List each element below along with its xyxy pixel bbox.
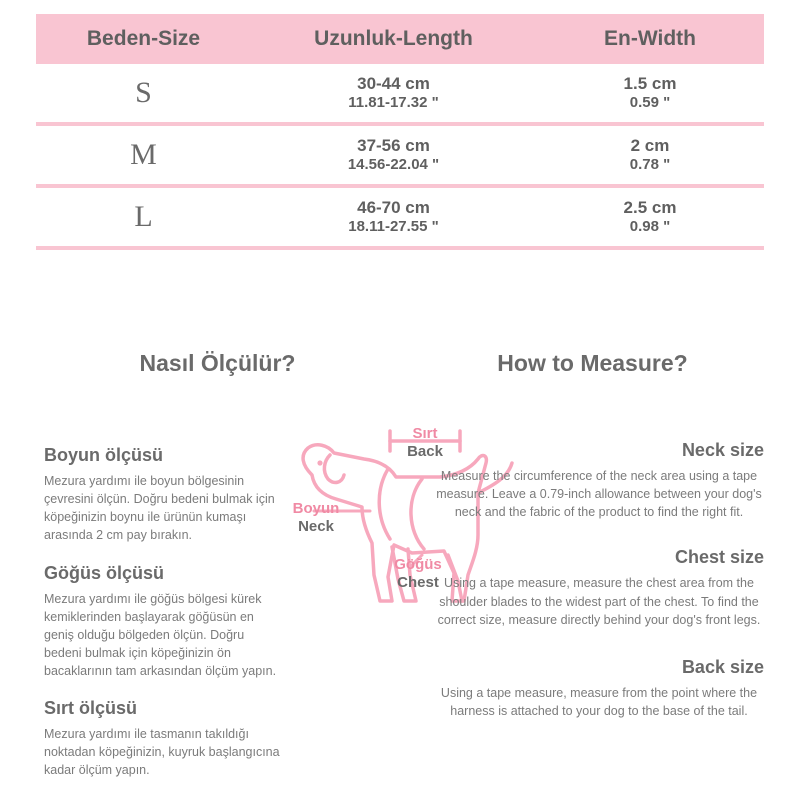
table-header-row	[36, 14, 764, 64]
instruction-title: Chest size	[674, 547, 764, 568]
size-table	[36, 14, 764, 250]
instruction-title: Neck size	[681, 440, 764, 460]
heading-turkish: Nasıl Ölçülür?	[139, 350, 296, 376]
instruction-block-neck-tr	[44, 445, 284, 545]
instruction-body: Mezura yardımı ile tasmanın takıldığı noktadan köpeğinizin, kuyruk başlangıcına kadar ölçüm yapın.	[44, 727, 280, 778]
instruction-block-chest-en	[434, 547, 764, 628]
instruction-body: Measure the circumference of the neck area using a tape measure. Leave a 0.79-inch allowance between your dog's neck and the fabric of the product to find the right fit.	[436, 469, 762, 520]
cell-width	[536, 197, 764, 237]
label-neck-tr: Boyun	[292, 500, 340, 517]
cell-length	[251, 73, 536, 113]
cell-length	[251, 197, 536, 237]
english-instructions	[434, 440, 764, 738]
cell-size: M	[130, 138, 157, 171]
cell-width-cm: 2.5 cm	[623, 198, 677, 217]
label-chest-tr: Göğüs	[394, 556, 442, 573]
measure-headings	[0, 350, 800, 377]
heading-english: How to Measure?	[497, 350, 688, 376]
table-header-width: En-Width	[604, 27, 696, 50]
cell-width	[536, 73, 764, 113]
instruction-block-back-en	[434, 657, 764, 720]
table-row	[36, 126, 764, 188]
instruction-body: Using a tape measure, measure the chest area from the shoulder blades to the widest part of the chest. To find the correct size, measure directly behind your dog's front legs.	[437, 576, 761, 627]
instruction-title: Göğüs ölçüsü	[44, 562, 165, 583]
cell-size: S	[135, 76, 152, 109]
instruction-block-chest-tr	[44, 563, 284, 681]
cell-length	[251, 135, 536, 175]
label-chest-en: Chest	[397, 574, 439, 591]
cell-width-in: 0.78 "	[629, 156, 671, 174]
instruction-title: Boyun ölçüsü	[44, 445, 164, 465]
cell-width	[536, 135, 764, 175]
table-header-size: Beden-Size	[86, 27, 201, 50]
instruction-body: Mezura yardımı ile göğüs bölgesi kürek kemiklerinden başlayarak göğüsün en geniş olduğu bölgeden ölçün. Doğru bedeni bulmak için köpeğinizin ön bacaklarının tam arkasından ölçüm yapın.	[44, 591, 277, 678]
label-back-tr: Sırt	[412, 425, 438, 442]
table-row	[36, 64, 764, 126]
instruction-body: Mezura yardımı ile boyun bölgesinin çevresini ölçün. Doğru bedeni bulmak için köpeğinizin boynu ile ürünün kumaşı arasında 2 cm pay bırakın.	[44, 474, 275, 543]
label-back-en: Back	[407, 443, 443, 460]
cell-width-cm: 2 cm	[630, 136, 670, 155]
table-header-length: Uzunluk-Length	[314, 27, 473, 50]
cell-length-cm: 46-70 cm	[357, 198, 430, 217]
cell-width-in: 0.98 "	[629, 218, 671, 236]
turkish-instructions	[44, 445, 284, 798]
label-neck	[276, 500, 356, 536]
instruction-block-back-tr	[44, 698, 284, 779]
cell-length-in: 14.56-22.04 "	[347, 156, 440, 174]
instruction-title: Sırt ölçüsü	[44, 698, 138, 719]
cell-length-cm: 30-44 cm	[357, 74, 430, 93]
instruction-title: Back size	[681, 656, 764, 677]
cell-size: L	[134, 200, 153, 233]
cell-width-in: 0.59 "	[629, 94, 671, 112]
cell-length-cm: 37-56 cm	[357, 136, 430, 155]
cell-width-cm: 1.5 cm	[623, 74, 677, 93]
table-row	[36, 188, 764, 250]
instruction-body: Using a tape measure, measure from the point where the harness is attached to your dog to the base of the tail.	[440, 685, 758, 718]
instruction-block-neck-en	[434, 440, 764, 521]
cell-length-in: 11.81-17.32 "	[348, 94, 439, 112]
cell-length-in: 18.11-27.55 "	[348, 218, 439, 236]
label-neck-en: Neck	[298, 518, 334, 535]
